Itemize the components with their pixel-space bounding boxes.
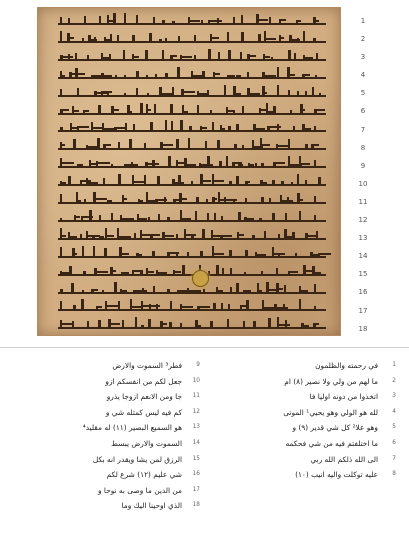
verse-medallion-icon <box>192 270 209 287</box>
kufic-line <box>58 32 326 43</box>
folio-line-number: 5 <box>360 89 366 98</box>
translation-line <box>10 436 200 452</box>
translation-line-number: 11 <box>192 393 200 400</box>
translation-line-text: كم فيه ليس كمثله شي و <box>105 407 182 417</box>
folio-line-number: 16 <box>358 288 368 297</box>
translation-line-text: الذي اوحينا اليك وما <box>121 501 182 511</box>
translation-line-number: 4 <box>392 408 396 415</box>
translation-line-text: وهو علا² كل شي قدير (٩) و <box>292 423 378 433</box>
folio-line-number: 14 <box>358 252 368 261</box>
translation-line-text: فطر³ السموت والارض <box>112 361 182 370</box>
translation-line-number: 8 <box>392 471 396 478</box>
folio-line-number: 13 <box>358 234 368 243</box>
folio-line-number: 2 <box>360 35 366 44</box>
folio-line-numbers <box>356 12 370 338</box>
translation-line-text: من الدين ما وصى به نوحا و <box>97 485 182 495</box>
translation-line-number: 7 <box>392 455 396 462</box>
folio-line-number: 9 <box>360 161 366 170</box>
translation-line-text: هو السميع البصير (١١) له مقليد⁴ <box>82 423 182 433</box>
translation-line <box>206 358 396 374</box>
folio-line-number: 7 <box>360 125 366 134</box>
translation-line-text: في رحمته والظلمون <box>315 361 378 370</box>
kufic-line <box>58 50 326 61</box>
manuscript-folio-image <box>37 7 341 336</box>
translation-line-number: 12 <box>192 408 200 415</box>
translation-line-text: عليه توكلت واليه انيب (١٠) <box>295 470 378 480</box>
translation-line-number: 1 <box>392 362 396 368</box>
translation-line-number: 14 <box>192 439 200 446</box>
translation-line-number: 17 <box>192 486 200 493</box>
translation-line-number: 16 <box>192 471 200 478</box>
kufic-line <box>58 175 326 186</box>
translation-line-text: ما اختلفتم فيه من شي فحكمه <box>285 438 378 448</box>
translation-line <box>10 498 200 514</box>
folio-line-number: 12 <box>358 216 368 225</box>
translation-line-text: شي عليم (١٢) شرع لكم <box>106 470 182 480</box>
translation-line-text: جا ومن الانعم ازوجا يذرو <box>106 392 182 402</box>
kufic-line <box>58 193 326 204</box>
translation-line <box>206 389 396 405</box>
section-divider <box>0 347 409 348</box>
translation-line-number: 10 <box>192 377 200 384</box>
folio-line-number: 18 <box>358 324 368 333</box>
translation-line-text: الرزق لمن يشا ويقدر انه بكل <box>92 454 182 464</box>
translation-line-text: الى الله ذلكم الله ربي <box>310 454 378 464</box>
translation-line <box>10 389 200 405</box>
translation-column-left <box>10 358 200 514</box>
kufic-line <box>58 229 326 240</box>
translation-line-text: ما لهم من ولي ولا نصير (٨) ام <box>284 376 378 386</box>
kufic-line <box>58 247 326 258</box>
kufic-line <box>58 283 326 294</box>
folio-line-number: 4 <box>360 71 366 80</box>
translation-line <box>10 405 200 421</box>
translation-line-number: 9 <box>196 362 200 368</box>
translation-line-number: 5 <box>392 424 396 431</box>
kufic-line <box>58 121 326 132</box>
folio-line-number: 8 <box>360 143 366 152</box>
translation-line-number: 6 <box>392 439 396 446</box>
translation-line-text: لله هو الولي وهو يحيي¹ الموتى <box>283 407 378 417</box>
kufic-line <box>58 318 326 329</box>
kufic-line <box>58 68 326 79</box>
kufic-line <box>58 300 326 311</box>
translation-line <box>206 420 396 436</box>
translation-line <box>10 452 200 468</box>
kufic-line <box>58 14 326 25</box>
translation-line-number: 3 <box>392 393 396 400</box>
kufic-line <box>58 104 326 115</box>
translation-line-text: جعل لكم من انفسكم ازو <box>105 376 182 386</box>
translation-line-number: 13 <box>192 424 200 431</box>
folio-line-number: 17 <box>358 306 368 315</box>
translation-line <box>206 405 396 421</box>
translation-line-text: السموت والارض يبسط <box>111 438 182 448</box>
translation-line <box>10 483 200 499</box>
translation-line <box>206 374 396 390</box>
translation-line <box>206 436 396 452</box>
translation-line <box>10 420 200 436</box>
translation-line <box>206 467 396 483</box>
translation-line <box>10 467 200 483</box>
translation-column-right <box>206 358 396 483</box>
translation-line <box>10 358 200 374</box>
folio-line-number: 15 <box>358 270 368 279</box>
folio-line-number: 1 <box>360 17 366 25</box>
kufic-line <box>58 211 326 222</box>
kufic-line <box>58 139 326 150</box>
folio-line-number: 3 <box>360 53 366 62</box>
folio-line-number: 11 <box>358 197 368 206</box>
translation-line <box>10 374 200 390</box>
translation-line-number: 18 <box>192 502 200 509</box>
translation-line-number: 15 <box>192 455 200 462</box>
folio-line-number: 6 <box>360 107 366 116</box>
translation-line-number: 2 <box>392 377 396 384</box>
folio-line-number: 10 <box>358 179 368 188</box>
translation-line <box>206 452 396 468</box>
kufic-line <box>58 157 326 168</box>
kufic-line <box>58 86 326 97</box>
translation-line-text: اتخذوا من دونه اوليا فا <box>309 392 378 402</box>
